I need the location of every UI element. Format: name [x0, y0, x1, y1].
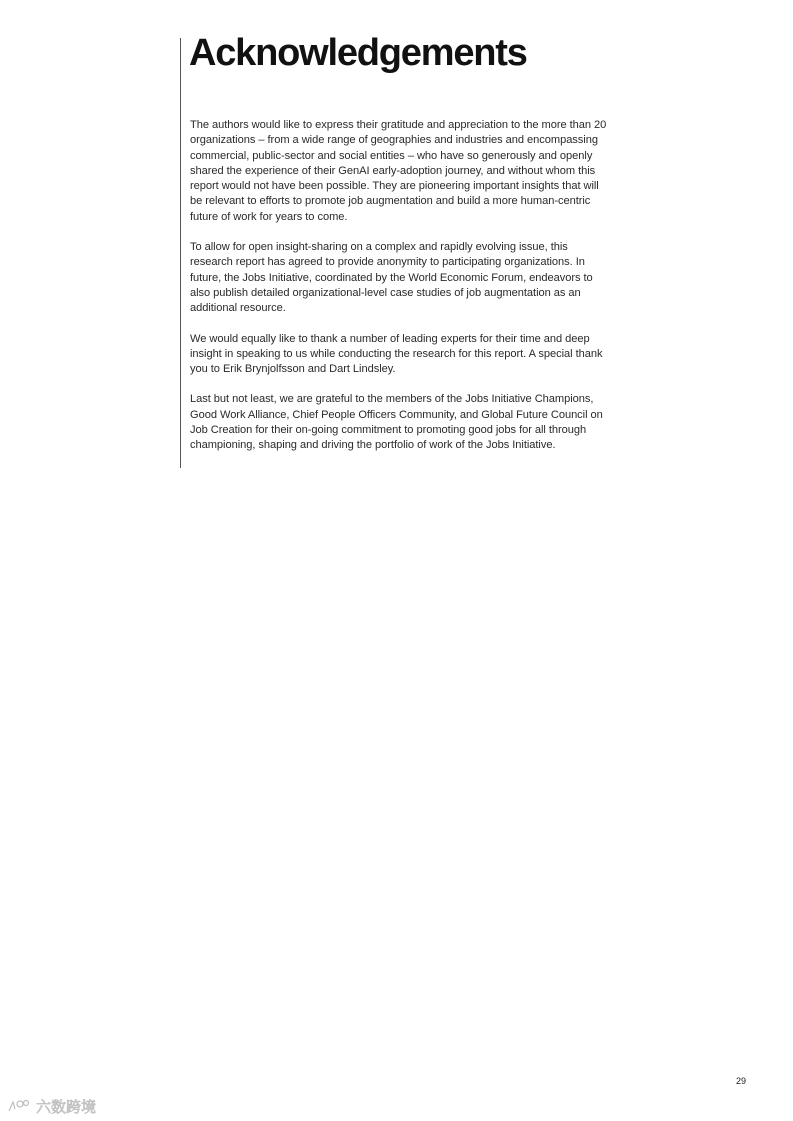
paragraph-3: We would equally like to thank a number of leading experts for their time and deep insight in speaking to us while conducting the research for this report. A special thank you to Erik Brynjolfsson and Dart Lindsley. [190, 332, 603, 376]
watermark-logo-icon [6, 1095, 106, 1117]
paragraph-4: Last but not least, we are grateful to the members of the Jobs Initiative Champions, Good Work Alliance, Chief People Officers Community, and Global Future Council on Job Creation for their on-going commitment to promoting good jobs for all through championing, shaping and driving the portfolio of work of the Jobs Initiative. [190, 393, 603, 452]
page-number: 29 [735, 1076, 746, 1086]
vertical-rule [180, 38, 181, 468]
paragraph-1: The authors would like to express their gratitude and appreciation to the more than 20 organizations – from a wide range of geographies and industries and encompassing commercial, public-sector and social entities – who have so generously and openly shared the experience of their GenAI early-adoption journey, and without whom this report would not have been possible. They are pioneering important insights that will be relevant to efforts to promote job augmentation and build a more human-centric future of work for years to come. [190, 119, 607, 223]
acknowledgements-body [190, 118, 608, 469]
watermark-text: 六数跨境 [36, 1098, 97, 1116]
page-title: Acknowledgements [189, 32, 527, 74]
paragraph-2: To allow for open insight-sharing on a complex and rapidly evolving issue, this research report has agreed to provide anonymity to participating organizations. In future, the Jobs Initiative, coordinated by the World Economic Forum, endeavors to also publish detailed organizational-level case studies of job augmentation as an additional resource. [190, 241, 593, 315]
